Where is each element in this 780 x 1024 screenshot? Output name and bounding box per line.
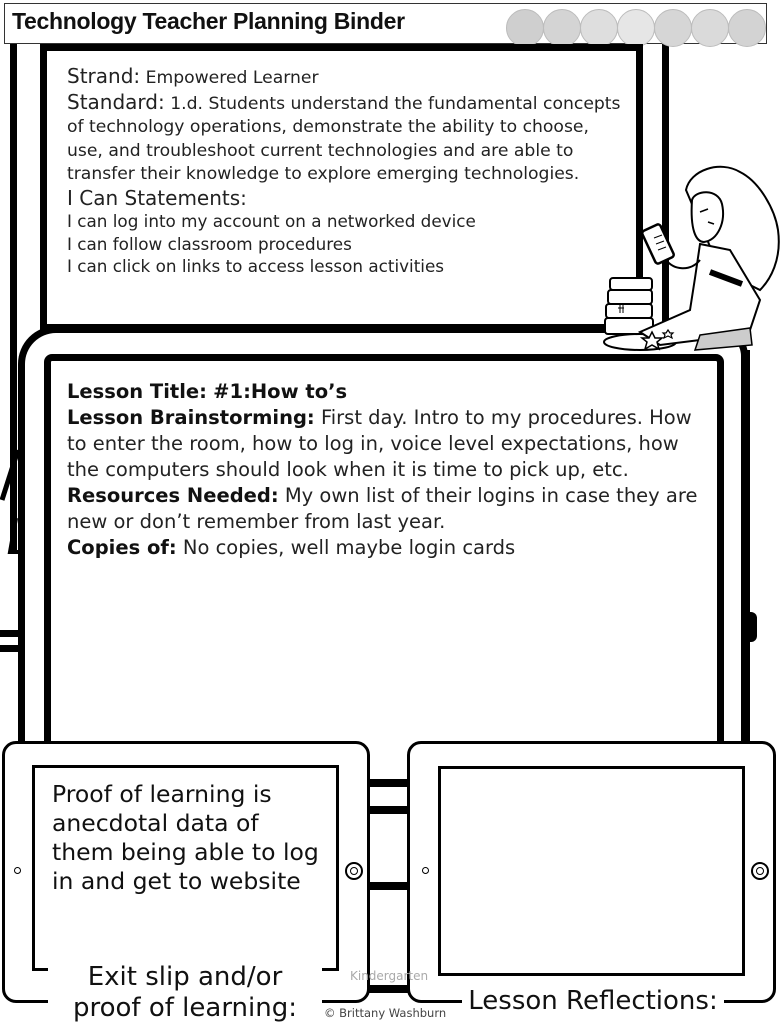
i-can-statement[interactable]: I can click on links to access lesson activities <box>67 256 445 276</box>
binder-tab-right <box>749 612 757 642</box>
tablet-connector-4 <box>368 985 408 993</box>
tab-dot-5[interactable] <box>654 9 692 47</box>
i-can-label: I Can Statements: <box>67 185 247 210</box>
strand-row <box>67 65 622 91</box>
tablet-connector-1 <box>368 779 408 787</box>
tab-dot-3[interactable] <box>580 9 618 47</box>
brainstorming-value[interactable]: First day. Intro to my procedures. How to enter the room, how to log in, voice level expectations, how the computers should look when it is time to pick up, etc. <box>67 406 692 481</box>
lesson-box <box>44 354 724 764</box>
tab-dot-2[interactable] <box>543 9 581 47</box>
resources-value[interactable]: My own list of their logins in case they are new or don’t remember from last year. <box>67 484 698 533</box>
tab-dot-1[interactable] <box>506 9 544 47</box>
grade-watermark: Kindergarten <box>350 969 429 983</box>
tablet-connector-3 <box>368 882 408 890</box>
camera-icon <box>422 867 429 874</box>
strand-value[interactable]: Empowered Learner <box>145 68 319 88</box>
standards-box <box>40 44 643 331</box>
binder-crossbar-left-2 <box>0 645 20 652</box>
strand-label: Strand: <box>67 64 141 88</box>
exit-slip-content[interactable]: Proof of learning is anecdotal data of them being able to log in and get to website <box>52 780 319 895</box>
home-button-icon[interactable] <box>751 862 769 880</box>
binder-tab-dots <box>506 9 765 47</box>
exit-slip-caption-line2: proof of learning: <box>72 993 297 1023</box>
exit-slip-caption-line1: Exit slip and/or <box>87 962 283 992</box>
resources-row <box>67 483 705 535</box>
lesson-title-value[interactable]: #1:How to’s <box>213 380 348 403</box>
binder-crossbar-left-1 <box>0 630 20 637</box>
lesson-title-label: Lesson Title: <box>67 380 207 403</box>
copies-label: Copies of: <box>67 536 177 559</box>
standard-row <box>67 91 622 187</box>
reflections-caption: Lesson Reflections: <box>462 984 724 1018</box>
brainstorming-row <box>67 405 705 483</box>
girl-reading-illustration-icon <box>600 160 780 358</box>
resources-label: Resources Needed: <box>67 484 279 507</box>
tab-dot-6[interactable] <box>691 9 729 47</box>
home-button-icon[interactable] <box>345 862 363 880</box>
copies-value[interactable]: No copies, well maybe login cards <box>182 536 516 559</box>
copies-row <box>67 535 705 561</box>
brainstorming-label: Lesson Brainstorming: <box>67 406 315 429</box>
camera-icon <box>14 867 21 874</box>
exit-slip-caption <box>48 962 322 1024</box>
standard-value[interactable]: 1.d. Students understand the fundamental concepts of technology operations, demonstrate the ability to choose, use, and troubleshoot current technologies and are able to transfer their knowledge to explore emerging technologies. <box>67 93 621 184</box>
page-title: Technology Teacher Planning Binder <box>12 8 405 34</box>
lesson-title-row <box>67 379 705 405</box>
i-can-statement[interactable]: I can log into my account on a networked device <box>67 211 476 231</box>
standard-label: Standard: <box>67 89 165 114</box>
i-can-statement[interactable]: I can follow classroom procedures <box>67 233 352 254</box>
reflections-screen[interactable] <box>438 766 745 976</box>
tab-dot-7[interactable] <box>728 9 766 47</box>
tablet-connector-2 <box>368 806 408 814</box>
tab-dot-4[interactable] <box>617 9 655 47</box>
copyright-text: © Brittany Washburn <box>324 1006 447 1020</box>
